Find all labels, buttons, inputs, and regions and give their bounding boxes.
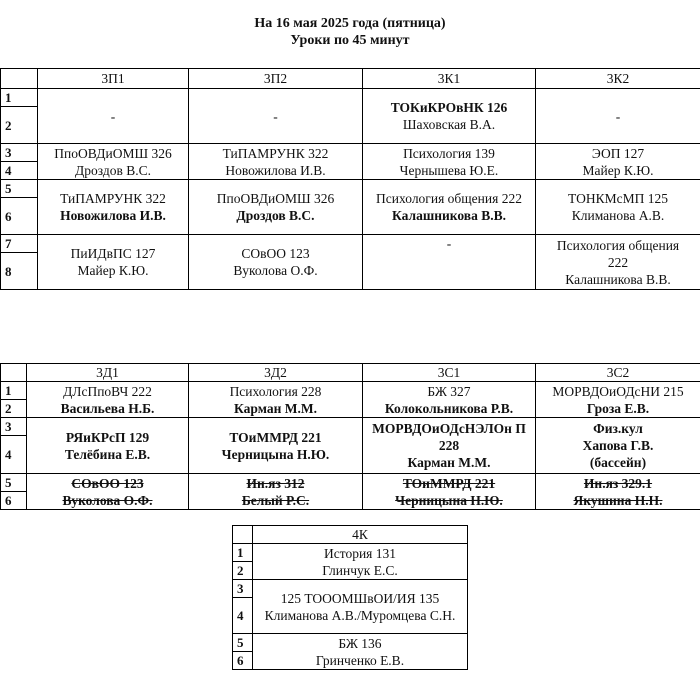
lesson-subject: - [446,236,452,251]
lesson-cell [253,580,468,634]
lesson-subject: Ин.яз 312 [246,475,305,491]
lesson-teacher: Климанова А.В. [571,208,665,223]
lesson-subject: СОвОО 123 [71,475,144,491]
lesson-teacher: Черницына Н.Ю. [221,446,330,462]
lesson-subject: РЯиКРсП 129 [65,429,150,445]
lesson-teacher: Васильева Н.Б. [60,400,155,416]
lesson-cell [536,89,700,144]
corner-cell [1,364,27,382]
lesson-subject: - [273,108,278,124]
group-header: 3К1 [363,69,536,89]
group-header: 3К2 [536,69,700,89]
lesson-cell-cancelled [363,474,536,510]
lesson-subject: ТОКиКРОвНК 126 [390,100,508,115]
group-header-row [1,69,700,89]
lesson-number: 4 [1,162,38,180]
lesson-number: 1 [1,89,38,107]
lesson-teacher: Майер К.Ю. [582,162,654,178]
lesson-subject: МОРВДОиОДсНИ 215 [552,383,684,399]
lesson-subject: ТиПАМРУНК 322 [60,191,166,206]
lesson-teacher: Вуколова О.Ф. [233,263,318,278]
lesson-number: 6 [1,198,38,235]
lesson-subject: Психология общения 222 [376,191,522,206]
lesson-teacher: Черницына Н.Ю. [395,492,503,508]
lesson-subject: Психология общения 222 [556,237,680,270]
lesson-cell [363,382,536,418]
lesson-cell-cancelled [536,474,700,510]
lesson-cell [38,144,189,180]
group-header: 3П1 [38,69,189,89]
lesson-number: 5 [1,180,38,198]
group-header: 3Д1 [27,364,189,382]
lesson-teacher: Белый Р.С. [241,492,310,508]
lesson-teacher: Вуколова О.Ф. [62,492,153,508]
lesson-teacher: Дроздов В.С. [75,162,151,178]
lesson-teacher: Чернышева Ю.Е. [399,162,499,178]
lesson-cell [38,180,189,235]
lesson-subject: БЖ 136 [338,635,382,651]
lesson-number: 2 [233,562,253,580]
lesson-cell [363,144,536,180]
schedule-table-3d-3s [0,363,700,510]
lesson-teacher: Новожилова И.В. [60,208,166,223]
lesson-subject: МОРВДОиОДсНЭЛОн П 228 [372,421,526,453]
lesson-cell [189,418,363,474]
lesson-subject: Ин.яз 329.1 [583,475,653,491]
lesson-teacher: Шаховская В.А. [402,117,496,132]
lesson-subject: ТОиММРД 221 [229,429,322,445]
schedule-date-title: На 16 мая 2025 года (пятница) [254,16,446,31]
lesson-number: 2 [1,400,27,418]
corner-cell [1,69,38,89]
lesson-subject: ДЛсПпоВЧ 222 [63,383,152,399]
lesson-cell [38,89,189,144]
corner-cell [233,526,253,544]
lesson-number: 1 [1,382,27,400]
lesson-subject: - [110,108,116,124]
lesson-teacher: Гроза Е.В. [586,400,650,416]
lesson-cell [363,418,536,474]
lesson-cell [363,180,536,235]
lesson-cell [189,235,363,290]
lesson-number: 4 [233,598,253,634]
lesson-cell [536,235,700,290]
group-header-row [233,526,468,544]
lesson-teacher: Калашникова В.В. [565,271,671,287]
lesson-subject: ТОиММРД 221 [402,475,496,491]
lesson-subject: ПиИДвПС 127 [70,246,156,261]
group-header: 3С1 [363,364,536,382]
group-header: 3П2 [189,69,363,89]
lesson-number: 6 [1,492,27,510]
lesson-teacher: Майер К.Ю. [77,263,149,278]
group-header: 4К [253,526,468,544]
lesson-subject: ТиПАМРУНК 322 [222,145,329,161]
lesson-number: 1 [233,544,253,562]
schedule-header [0,15,700,49]
schedule-table-4k [232,525,468,670]
lesson-subject: Физ.кул [593,421,643,436]
lesson-cell [27,382,189,418]
lesson-cell [536,382,700,418]
lesson-number: 4 [1,436,27,474]
lesson-number: 3 [233,580,253,598]
lesson-cell-cancelled [27,474,189,510]
lesson-subject: 125 ТОООМШвОИ/ИЯ 135 [280,590,440,606]
lesson-subject: Психология 228 [229,383,322,399]
lesson-cell [189,180,363,235]
lesson-cell [189,382,363,418]
lesson-teacher: Якушина Н.Н. [573,492,663,508]
lesson-cell [253,544,468,580]
lesson-cell [363,89,536,144]
lesson-cell [38,235,189,290]
group-header-row [1,364,700,382]
lesson-cell [189,144,363,180]
lesson-number: 7 [1,235,38,253]
lesson-number: 5 [233,634,253,652]
lesson-subject: БЖ 327 [427,383,471,399]
lesson-subject: ПпоОВДиОМШ 326 [216,191,335,206]
lesson-teacher: Калашникова В.В. [392,208,506,223]
lesson-location-note: (бассейн) [589,455,647,470]
lesson-subject: ТОНКМсМП 125 [568,191,668,206]
lesson-subject: СОвОО 123 [241,246,310,261]
lesson-number: 2 [1,107,38,144]
lesson-cell [189,89,363,144]
lesson-cell [536,144,700,180]
lesson-subject: - [615,108,621,124]
lesson-teacher: Карман М.М. [407,455,491,470]
lesson-subject: ПпоОВДиОМШ 326 [54,145,172,161]
lesson-teacher: Карман М.М. [234,400,317,416]
lesson-number: 3 [1,418,27,436]
lesson-teacher: Хапова Г.В. [582,438,654,453]
lesson-subject: ЭОП 127 [591,145,645,161]
lesson-number: 8 [1,253,38,290]
lesson-number: 5 [1,474,27,492]
group-header: 3С2 [536,364,700,382]
lesson-cell [253,634,468,670]
lesson-subject: История 131 [323,545,397,561]
lesson-number: 6 [233,652,253,670]
lesson-teacher: Колокольникова Р.В. [384,400,514,416]
lesson-teacher: Телёбина Е.В. [64,446,151,462]
lesson-cell [536,418,700,474]
lesson-teacher: Климанова А.В./Муромцева С.Н. [264,607,456,623]
lesson-teacher: Дроздов В.С. [236,208,315,223]
lesson-subject: Психология 139 [403,145,495,161]
lesson-cell [363,235,536,290]
lesson-cell [536,180,700,235]
lesson-cell [27,418,189,474]
lesson-cell-cancelled [189,474,363,510]
lesson-teacher: Гринченко Е.В. [315,652,405,668]
schedule-table-3p-3k [0,68,700,290]
lesson-number: 3 [1,144,38,162]
lesson-teacher: Глинчук Е.С. [322,562,398,578]
lesson-duration-note: Уроки по 45 минут [290,33,410,48]
lesson-teacher: Новожилова И.В. [225,162,326,178]
group-header: 3Д2 [189,364,363,382]
